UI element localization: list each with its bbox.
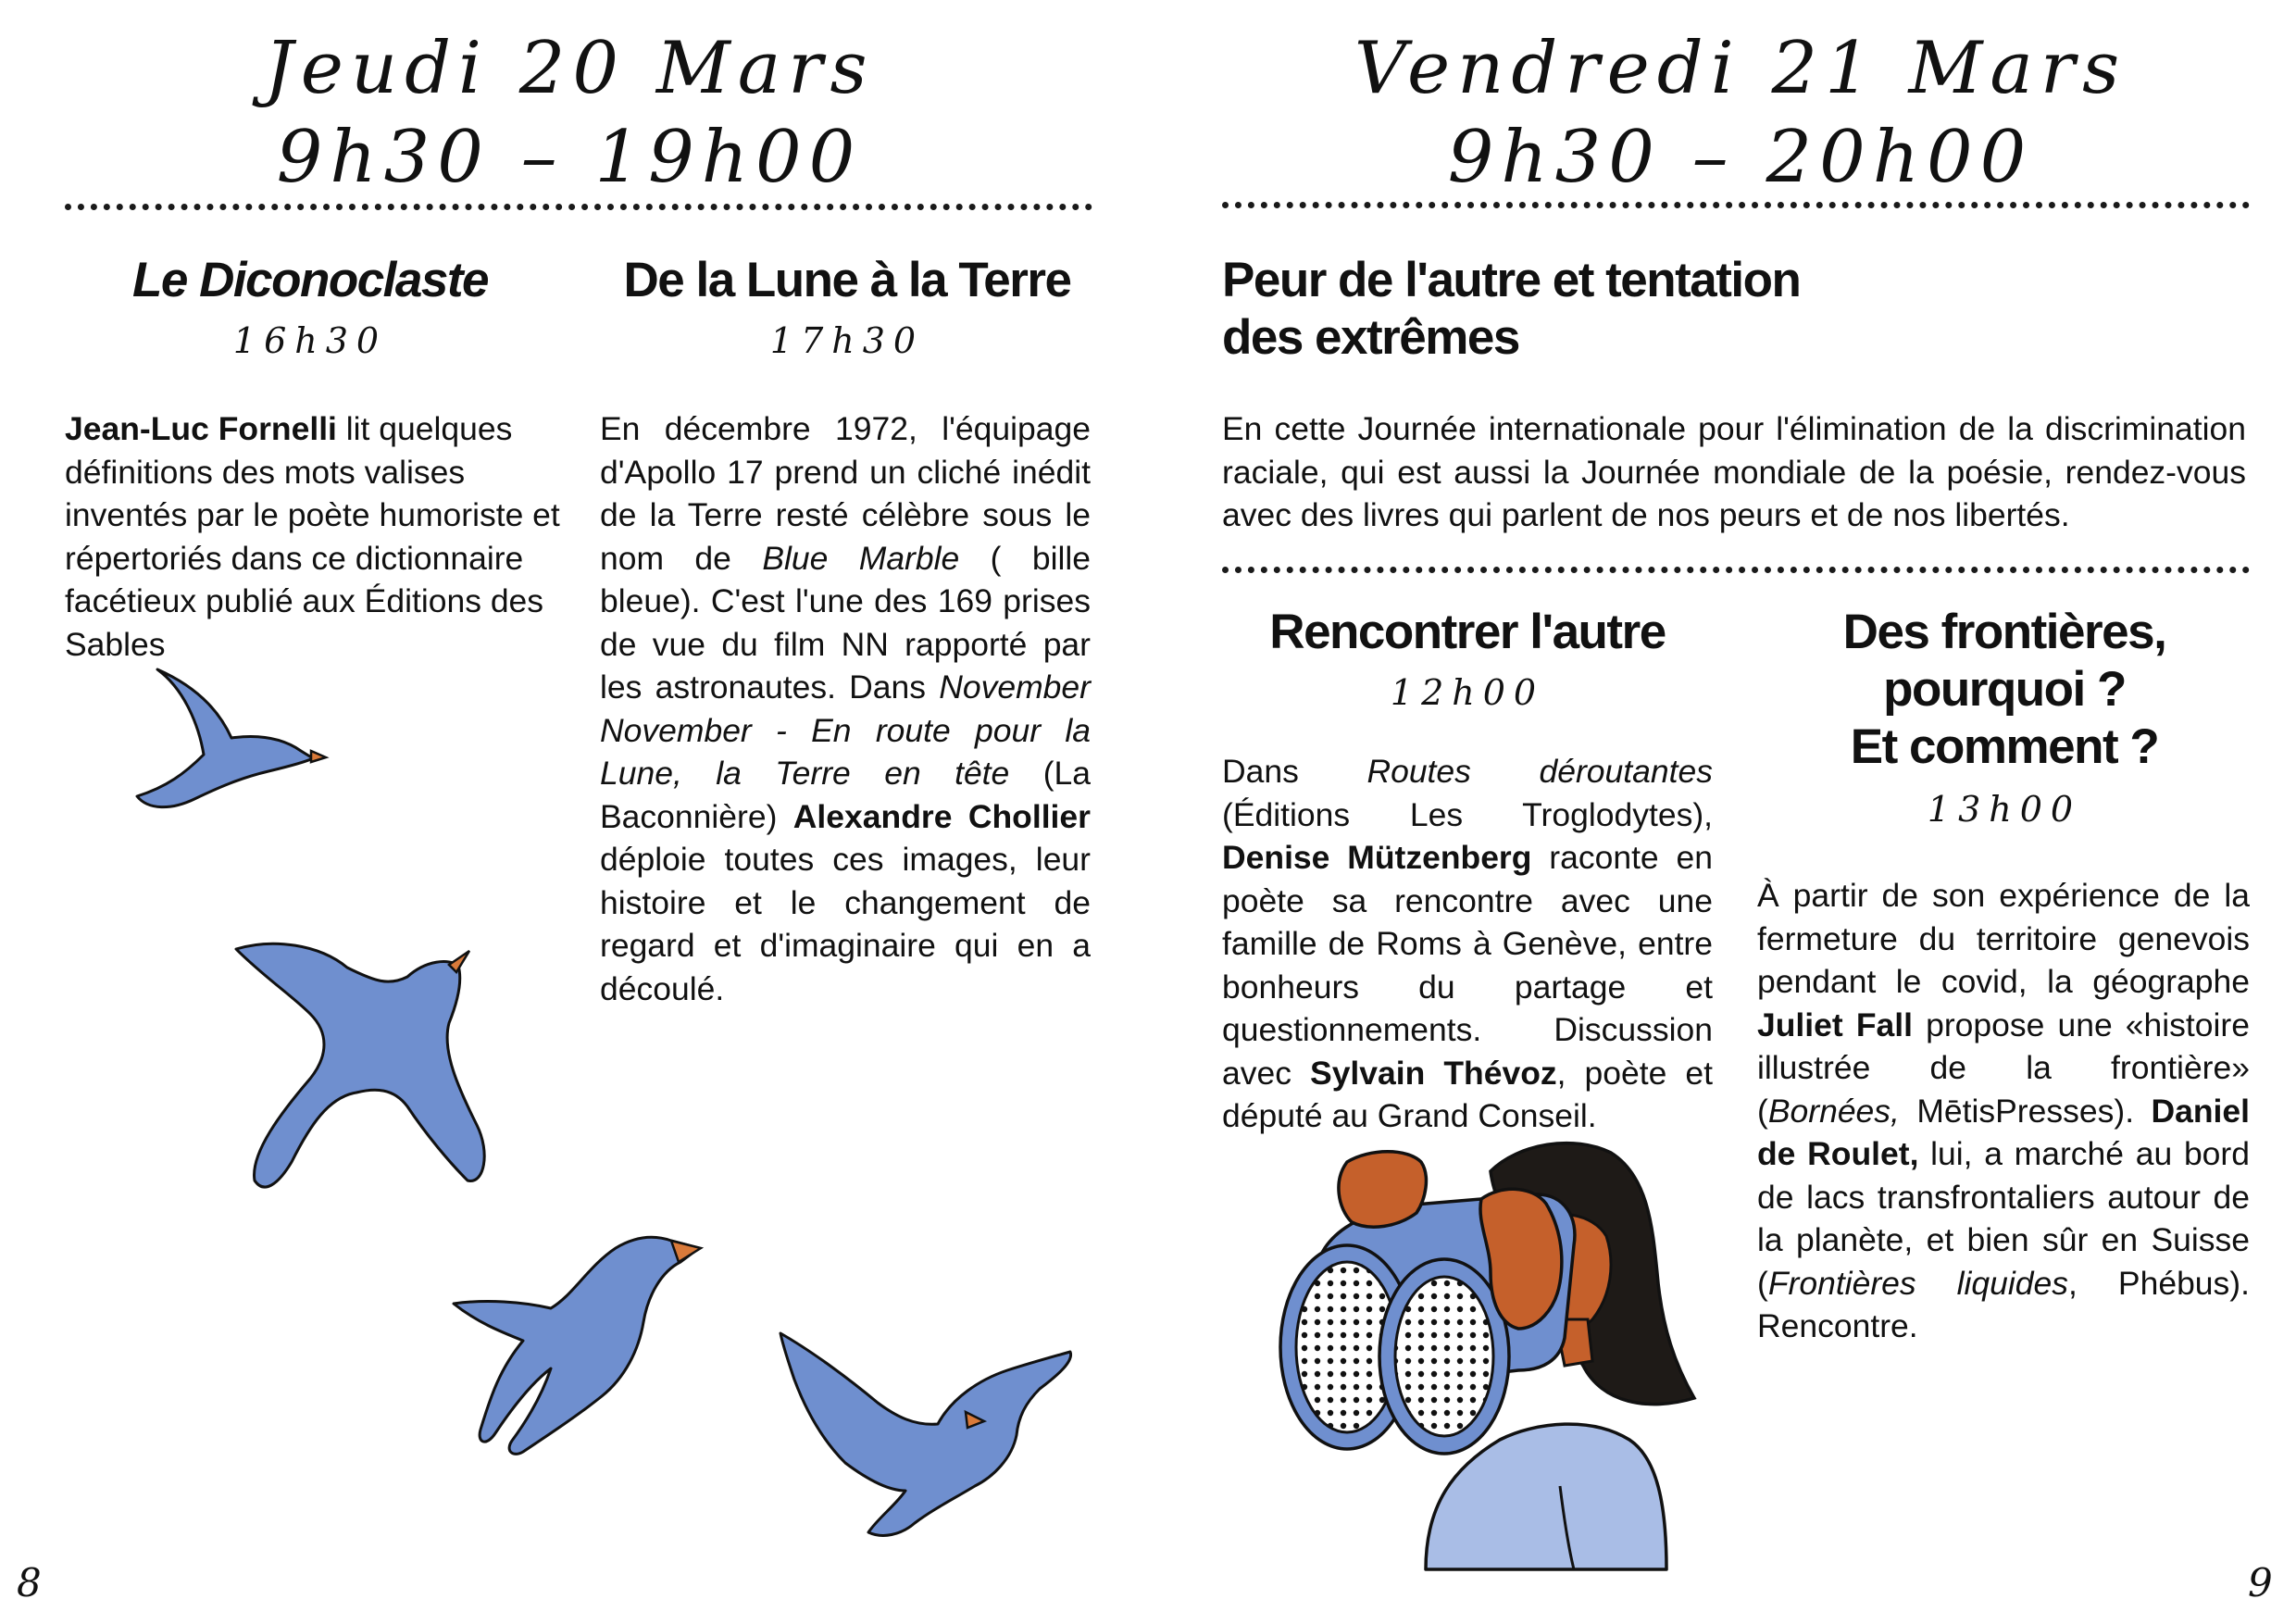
text-run: propose une «histoire illustrée de la frontière» ( — [1757, 1006, 2250, 1130]
bold-name-run: Daniel de Roulet, — [1757, 1092, 2250, 1172]
event-time-frontieres: 13h00 — [1927, 789, 2082, 830]
person-with-binoculars-icon — [1259, 1134, 1722, 1569]
italic-title-run: November November - En route pour la Lune, la Terre en tête — [600, 668, 1091, 792]
bold-name-run: Sylvain Thévoz — [1310, 1054, 1557, 1092]
text-run: À partir de son expérience de la fermeture du territoire genevois pendant le covid, la géographe — [1757, 877, 2250, 1000]
text-run: Dans — [1222, 753, 1367, 790]
event-title-frontieres-line-1: Des frontières, — [1842, 605, 2166, 659]
bold-name-run: Denise Mützenberg — [1222, 839, 1532, 876]
italic-title-run: Routes déroutantes — [1366, 753, 1713, 790]
text-run: lui, a marché au bord de lacs transfrontaliers autour de la planète, et bien sûr en Suisse ( — [1757, 1135, 2250, 1302]
event-text-frontieres — [1757, 874, 2250, 1348]
left-date: Jeudi 20 Mars — [264, 27, 875, 110]
event-time-lune-terre: 17h30 — [769, 320, 925, 361]
event-title-diconoclaste: Le Diconoclaste — [132, 253, 488, 307]
right-dotted-divider-top — [1222, 202, 2250, 208]
theme-title-line-2: des extrêmes — [1222, 310, 1519, 365]
event-title-frontieres — [1759, 604, 2250, 776]
text-run: ( bille bleue). C'est l'une des 169 prises de vue du film NN rapporté par les astronautes. Dans — [600, 539, 1091, 706]
event-title-frontieres-line-3: Et comment ? — [1850, 719, 2159, 774]
italic-title-run: Blue Marble — [762, 539, 960, 577]
theme-title — [1222, 252, 2240, 367]
bird-icon — [449, 1220, 736, 1461]
text-run: lit quelques définitions des mots valises inventés par le poète humoriste et répertoriés dans ce dictionnaire facétieux publié aux Éditions des Sables — [65, 410, 560, 663]
text-run: (La Baconnière) — [600, 755, 1091, 835]
event-title-frontieres-line-2: pourquoi ? — [1883, 662, 2126, 717]
bold-name-run: Juliet Fall — [1757, 1006, 1913, 1043]
text-run: En décembre 1972, l'équipage d'Apollo 17 prend un cliché inédit de la Terre resté célèbre sous le nom de — [600, 410, 1091, 577]
right-date: Vendredi 21 Mars — [1354, 27, 2128, 110]
event-text-rencontrer — [1222, 750, 1713, 1138]
bird-icon — [227, 931, 495, 1199]
text-run: , poète et député au Grand Conseil. — [1222, 1054, 1713, 1134]
italic-title-run: Frontières liquides — [1767, 1264, 2069, 1302]
event-title-rencontrer: Rencontrer l'autre — [1269, 605, 1666, 659]
event-time-diconoclaste: 16h30 — [232, 320, 388, 361]
right-page-number: 9 — [2248, 1560, 2273, 1605]
bold-name-run: Alexandre Chollier — [792, 797, 1091, 835]
text-run: déploie toutes ces images, leur histoire et le changement de regard et d'imaginaire qui en a découlé. — [600, 841, 1091, 1007]
event-text-diconoclaste — [65, 407, 560, 666]
theme-title-line-1: Peur de l'autre et tentation — [1222, 253, 1801, 307]
left-date-heading — [56, 24, 1083, 202]
text-run: (Éditions Les Troglodytes), — [1222, 795, 1713, 833]
text-run: MētisPresses). — [1899, 1092, 2152, 1130]
left-page-number: 8 — [17, 1560, 42, 1605]
bold-name-run: Jean-Luc Fornelli — [65, 410, 337, 447]
right-date-heading — [1227, 24, 2254, 202]
italic-title-run: Bornées, — [1767, 1092, 1900, 1130]
left-hours: 9h30 – 19h00 — [276, 116, 863, 199]
event-text-lune-terre — [600, 407, 1091, 1010]
event-time-rencontrer: 12h00 — [1390, 672, 1545, 713]
bird-icon — [776, 1324, 1081, 1546]
bird-icon — [130, 662, 324, 838]
text-run: , Phébus). Rencontre. — [1757, 1264, 2250, 1344]
event-title-lune-terre: De la Lune à la Terre — [623, 253, 1071, 307]
right-hours: 9h30 – 20h00 — [1447, 116, 2034, 199]
theme-intro: En cette Journée internationale pour l'élimination de la discrimination raciale, qui est aussi la Journée mondiale de la poésie, rendez-vous avec des livres qui parlent de nos peurs et de nos libertés. — [1222, 410, 2246, 533]
left-dotted-divider — [65, 204, 1092, 210]
right-dotted-divider-middle — [1222, 567, 2250, 573]
text-run: raconte en poète sa rencontre avec une famille de Roms à Genève, entre bonheurs du partage et questionnements. Discussion avec — [1222, 839, 1713, 1092]
